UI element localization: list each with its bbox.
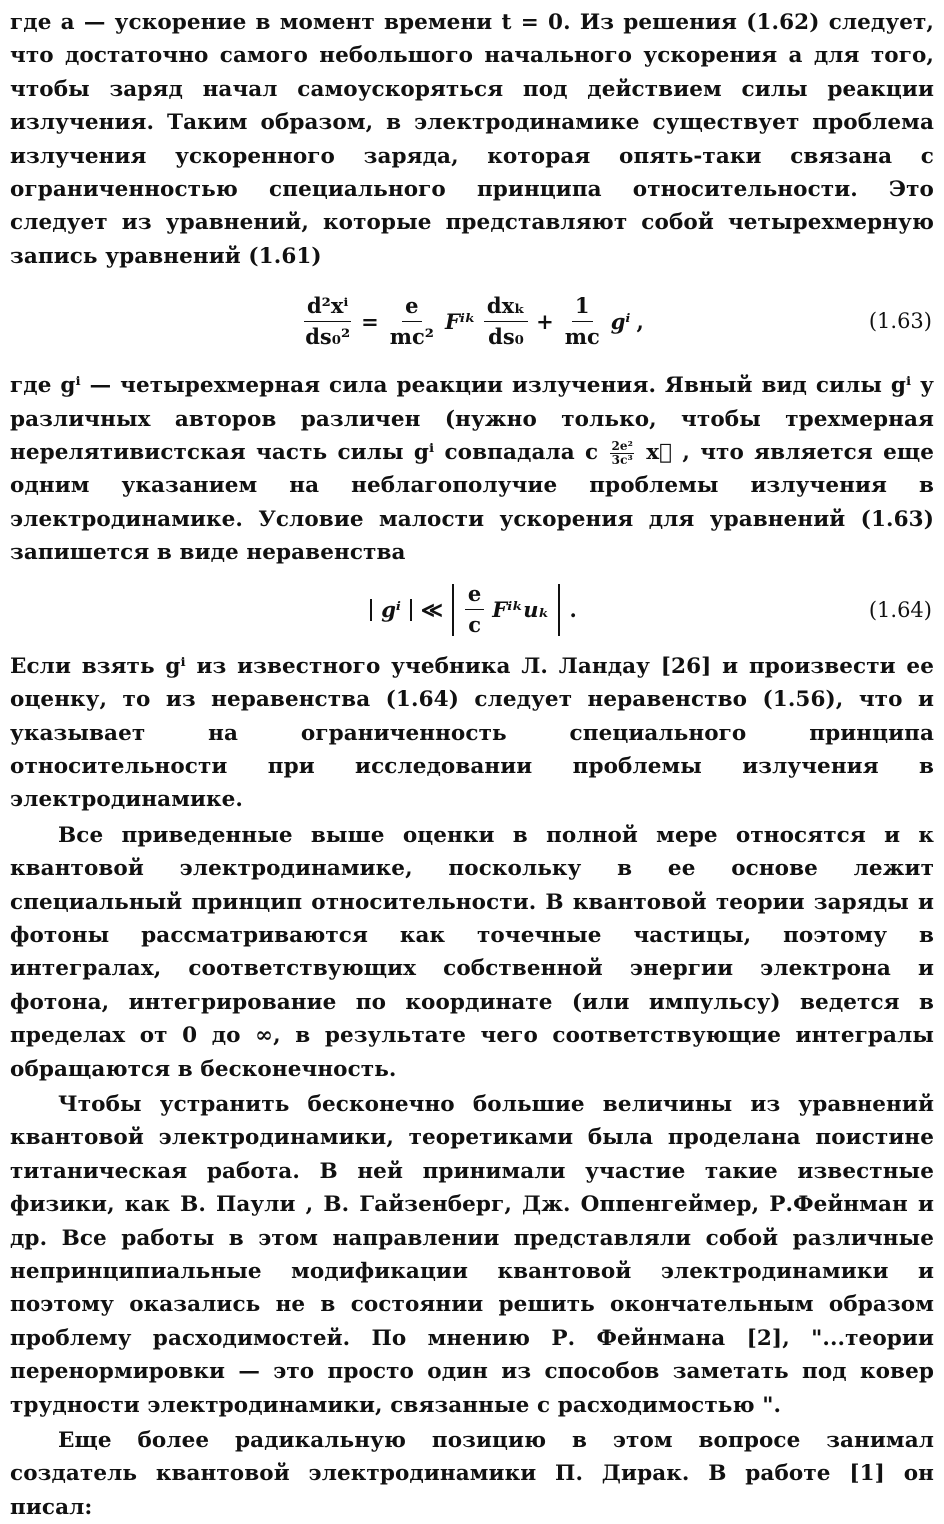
paragraph-4: Все приведенные выше оценки в полной мере относятся и к квантовой электродинамике, поскольку в ее основе лежит специальный принцип относительности. В квантовой теории заряды и фотоны рассматриваются как точечные частицы, поэтому в интегралах, соответствующих собственной энергии электрона и фотона, интегрирование по координате (или импульсу) ведется в пределах от 0 до ∞, в результате чего соответствующие интегралы обращаются в бесконечность.	[10, 822, 934, 1082]
abs-bar	[452, 584, 454, 636]
equation-number: (1.63)	[868, 309, 932, 334]
field-tensor: Fⁱᵏ	[444, 308, 476, 334]
eq-fraction-1-mc: $\frac{1}{mc}$	[564, 292, 600, 349]
abs-bar	[370, 599, 372, 621]
paragraph-1: где a — ускорение в момент времени t = 0. Из решения (1.62) следует, что достаточно самого небольшого начального ускорения a для того, чтобы заряд начал самоускоряться под действием силы реакции излучения. Таким образом, в электродинамике существует проблема излучения ускоренного заряда, которая опять-таки связана с ограниченностью специального принципа относительности. Это следует из уравнений, которые представляют собой четырехмерную запись уравнений (1.61)	[10, 10, 934, 269]
equation-1-64: gⁱ ≪ $\frac{e}{c}$ Fⁱᵏuₖ . (1.64)	[10, 570, 934, 650]
abs-bar	[558, 584, 560, 636]
abs-bar	[410, 599, 412, 621]
eq-lhs-fraction: $\frac{\text{d²xⁱ}}{\text{ds₀²}}$	[305, 292, 351, 349]
equation-1-63: $\frac{\text{d²xⁱ}}{\text{ds₀²}}$ = $\frac{e}{\text{mc²}}$ Fⁱᵏ $\frac{\text{dxₖ}}{\text{ds₀}}$ + $\frac{1}{mc}$ gⁱ , (1.63)	[10, 273, 934, 369]
eq-fraction-dx-ds: $\frac{\text{dxₖ}}{\text{ds₀}}$	[484, 293, 528, 350]
eq-fraction-e-mc2: $\frac{e}{\text{mc²}}$	[389, 292, 434, 349]
inline-fraction: $\frac{\text{2e²}}{\text{3c³}}$	[611, 438, 634, 467]
eq-fraction-e-c: $\frac{e}{c}$	[465, 581, 484, 638]
paragraph-3: Если взять gⁱ из известного учебника Л. Ландау [26] и произвести ее оценку, то из неравенства (1.64) следует неравенство (1.56), что и указывает на ограниченность специального принципа относительности при исследовании проблемы излучения в электродинамике.	[10, 653, 934, 813]
paragraph-6: Еще более радикальную позицию в этом вопросе занимал создатель квантовой электродинамики П. Дирак. В работе [1] он писал:	[10, 1428, 934, 1520]
paragraph-2: где gⁱ — четырехмерная сила реакции излучения. Явный вид силы gⁱ у различных авторов различен (нужно только, чтобы трехмерная нерелятивистская часть силы gⁱ совпадала с $\frac{\text{2e²}}{\text{3c³}}$ x⃛ , что является еще одним указанием на неблагополучие проблемы излучения в электродинамике. Условие малости ускорения для уравнений (1.63) запишется в виде неравенства	[10, 373, 934, 566]
third-derivative-x: x⃛	[646, 440, 673, 466]
equation-number: (1.64)	[868, 597, 932, 622]
paragraph-5: Чтобы устранить бесконечно большие величины из уравнений квантовой электродинамики, теоретиками была проделана поистине титаническая работа. В ней принимали участие такие известные физики, как В. Паули , В. Гайзенберг, Дж. Оппенгеймер, Р.Фейнман и др. Все работы в этом направлении представляли собой различные непринципиальные модификации квантовой электродинамики и поэтому оказались не в состоянии решить окончательным образом проблему расходимостей. По мнению Р. Фейнмана [2], "...теории перенормировки — это просто один из способов заметать под ковер трудности электродинамики, связанные с расходимостью ".	[10, 1091, 934, 1418]
